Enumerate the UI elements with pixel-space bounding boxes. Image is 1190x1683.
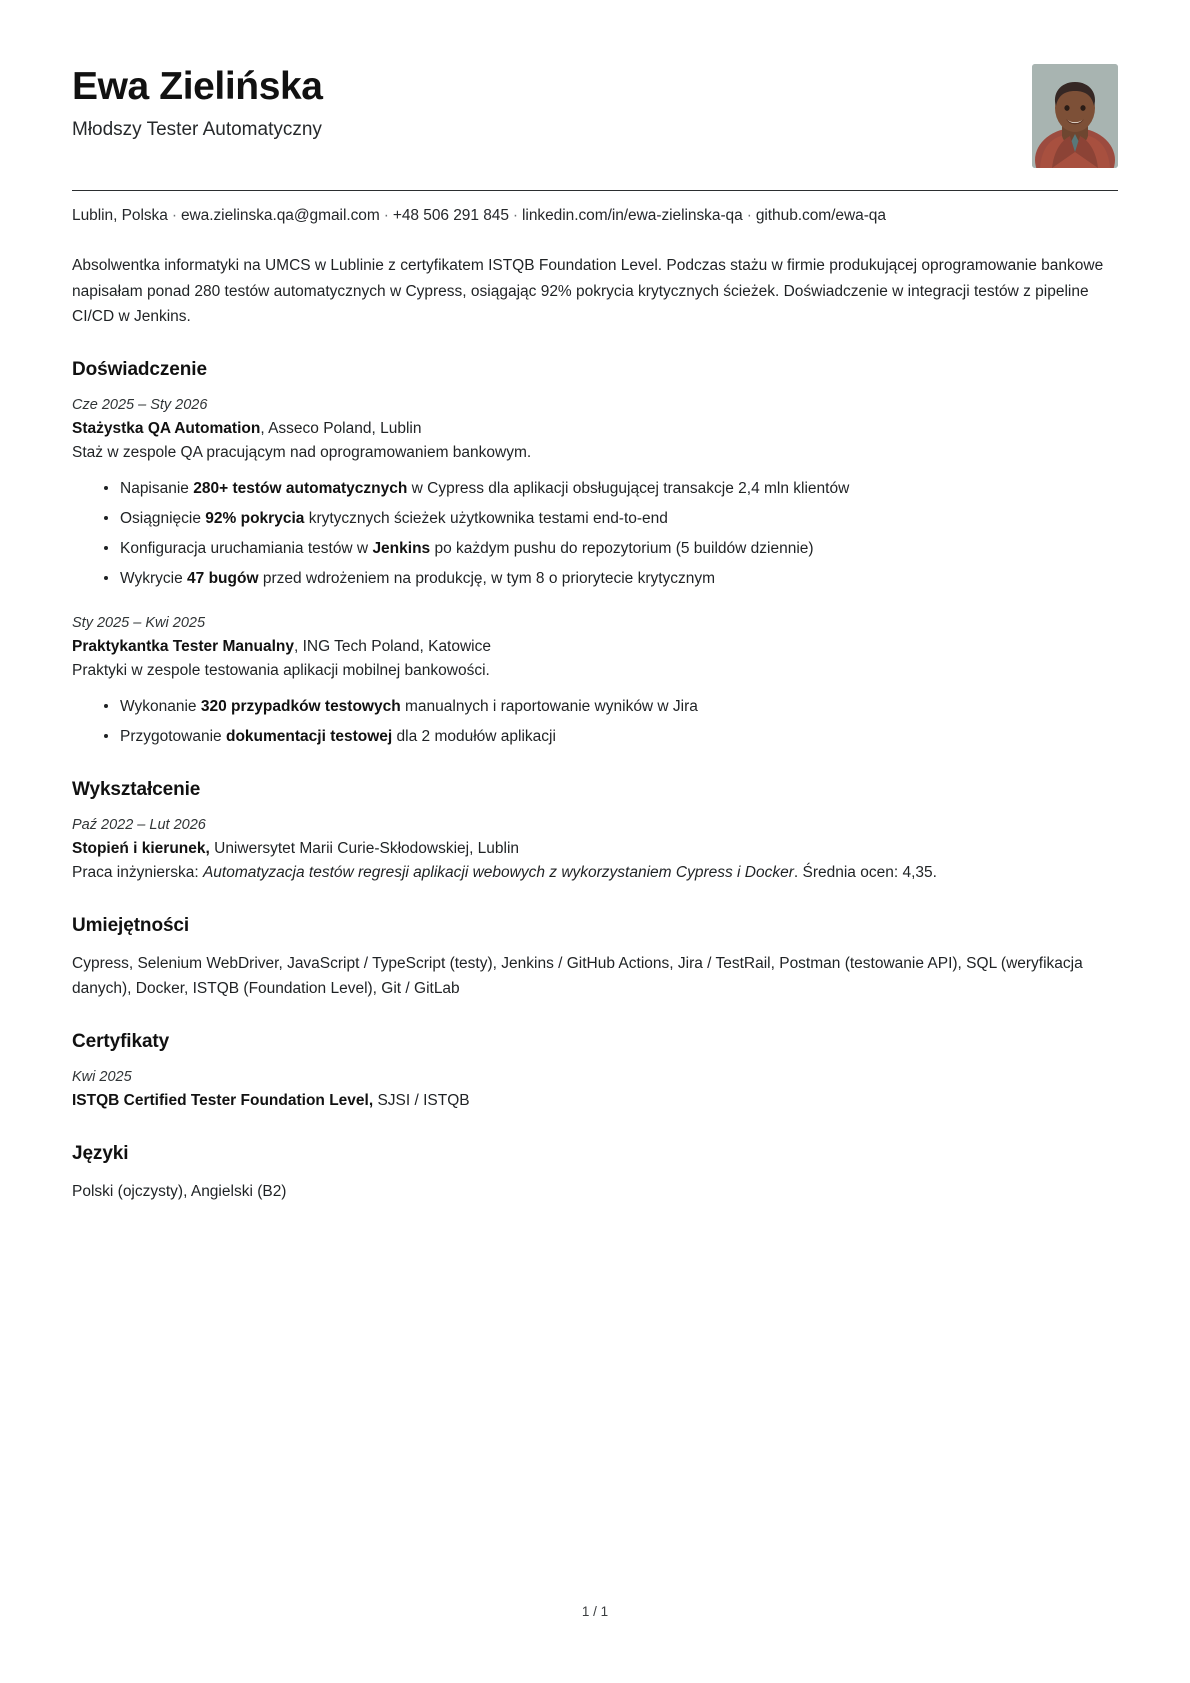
thesis-grade: . Średnia ocen: 4,35. (793, 863, 937, 881)
header-text-block (72, 62, 323, 142)
certificate-entry (72, 1067, 1118, 1113)
bullet-text-strong: 320 przypadków testowych (200, 697, 401, 715)
education-institution: Uniwersytet Marii Curie-Skłodowskiej, Lublin (209, 839, 520, 857)
avatar (1032, 64, 1118, 168)
bullet-text-strong: 280+ testów automatycznych (193, 479, 408, 497)
experience-role: Stażystka QA Automation (72, 419, 261, 437)
thesis-title: Automatyzacja testów regresji aplikacji webowych z wykorzystaniem Cypress i Docker (202, 863, 794, 881)
section-title-experience: Doświadczenie (72, 358, 207, 380)
bullet-text-post: przed wdrożeniem na produkcję, w tym 8 o priorytecie krytycznym (258, 569, 716, 587)
experience-bullet-list (72, 694, 1118, 749)
bullet-text-strong: 92% pokrycia (205, 509, 305, 527)
header-divider (72, 190, 1118, 191)
bullet-text-pre: Przygotowanie (120, 727, 226, 745)
list-item (104, 476, 1118, 501)
bullet-text-post: manualnych i raportowanie wyników w Jira (400, 697, 698, 715)
contact-location: Lublin, Polska (72, 207, 168, 224)
experience-role-line (72, 635, 1118, 659)
contact-separator-4: · (746, 207, 752, 224)
contact-email[interactable]: ewa.zielinska.qa@gmail.com (180, 207, 380, 224)
bullet-text-post: krytycznych ścieżek użytkownika testami end-to-end (304, 509, 668, 527)
contact-line (72, 205, 1118, 227)
section-title-education: Wykształcenie (72, 779, 201, 801)
section-title-languages: Języki (72, 1142, 129, 1164)
bullet-text-pre: Konfiguracja uruchamiania testów w (120, 539, 373, 557)
contact-separator-3: · (512, 207, 519, 224)
bullet-text-pre: Napisanie (120, 479, 194, 497)
bullet-text-post: po każdym pushu do repozytorium (5 buildów dziennie) (430, 539, 814, 557)
section-languages (72, 1143, 1118, 1204)
section-title-certificates: Certyfikaty (72, 1031, 170, 1053)
contact-github[interactable]: github.com/ewa-qa (755, 207, 886, 224)
education-date: Paź 2022 – Lut 2026 (72, 817, 206, 834)
candidate-name: Ewa Zielińska (72, 65, 323, 108)
bullet-text-strong: 47 bugów (187, 569, 259, 587)
list-item (104, 506, 1118, 531)
resume-sheet (72, 0, 1118, 1683)
experience-description: Praktyki w zespole testowania aplikacji mobilnej bankowości. (72, 661, 490, 679)
bullet-text-post: w Cypress dla aplikacji obsługującej transakcje 2,4 mln klientów (407, 479, 850, 497)
bullet-text-pre: Wykonanie (120, 697, 201, 715)
education-thesis-line (72, 861, 1118, 885)
languages-text: Polski (ojczysty), Angielski (B2) (72, 1182, 287, 1200)
contact-linkedin[interactable]: linkedin.com/in/ewa-zielinska-qa (522, 207, 743, 224)
experience-date: Sty 2025 – Kwi 2025 (72, 615, 206, 632)
experience-description: Staż w zespole QA pracującym nad oprogramowaniem bankowym. (72, 443, 532, 461)
candidate-headline: Młodszy Tester Automatyczny (72, 119, 322, 141)
list-item (104, 724, 1118, 749)
thesis-label: Praca inżynierska: (72, 863, 203, 881)
list-item (104, 566, 1118, 591)
bullet-text-strong: Jenkins (372, 539, 431, 557)
section-title-skills: Umiejętności (72, 914, 190, 936)
section-certificates (72, 1031, 1118, 1113)
certificate-date: Kwi 2025 (72, 1069, 132, 1086)
certificate-issuer: SJSI / ISTQB (373, 1091, 470, 1109)
education-entry (72, 815, 1118, 885)
experience-role-line (72, 417, 1118, 441)
contact-separator-1: · (171, 207, 177, 224)
bullet-text-pre: Wykrycie (120, 569, 188, 587)
list-item (104, 694, 1118, 719)
experience-entry (72, 613, 1118, 749)
education-degree: Stopień i kierunek, (72, 839, 210, 857)
experience-bullet-list (72, 476, 1118, 591)
experience-role: Praktykantka Tester Manualny (72, 637, 294, 655)
experience-entry (72, 395, 1118, 591)
section-education (72, 779, 1118, 885)
experience-company: , ING Tech Poland, Katowice (293, 637, 491, 655)
skills-text: Cypress, Selenium WebDriver, JavaScript / TypeScript (testy), Jenkins / GitHub Actions, Jira / TestRail, Postman (testowanie API), SQL (weryfikacja danych), Docker, ISTQB (Foundation Level), Git / GitLab (72, 954, 1083, 997)
page-footer (0, 1604, 1190, 1619)
resume-header (72, 0, 1118, 168)
list-item (104, 536, 1118, 561)
section-skills (72, 915, 1118, 1001)
portrait-photo-icon (1032, 64, 1118, 168)
professional-summary: Absolwentka informatyki na UMCS w Lublinie z certyfikatem ISTQB Foundation Level. Podczas stażu w firmie produkującej oprogramowanie bankowe napisałam ponad 280 testów automatycznych w Cypress, osiągając 92% pokrycia krytycznych ścieżek. Doświadczenie w integracji testów z pipeline CI/CD w Jenkins. (72, 257, 1104, 325)
section-experience (72, 359, 1118, 749)
bullet-text-strong: dokumentacji testowej (225, 727, 393, 745)
contact-phone[interactable]: +48 506 291 845 (392, 207, 509, 224)
education-degree-line (72, 837, 1118, 861)
experience-date: Cze 2025 – Sty 2026 (72, 396, 208, 413)
bullet-text-pre: Osiągnięcie (120, 509, 206, 527)
bullet-text-post: dla 2 modułów aplikacji (392, 727, 556, 745)
certificate-name-line (72, 1089, 1118, 1113)
experience-company: , Asseco Poland, Lublin (260, 419, 422, 437)
certificate-name: ISTQB Certified Tester Foundation Level, (72, 1091, 374, 1109)
page-indicator: 1 / 1 (581, 1604, 609, 1619)
contact-separator-2: · (383, 207, 389, 224)
